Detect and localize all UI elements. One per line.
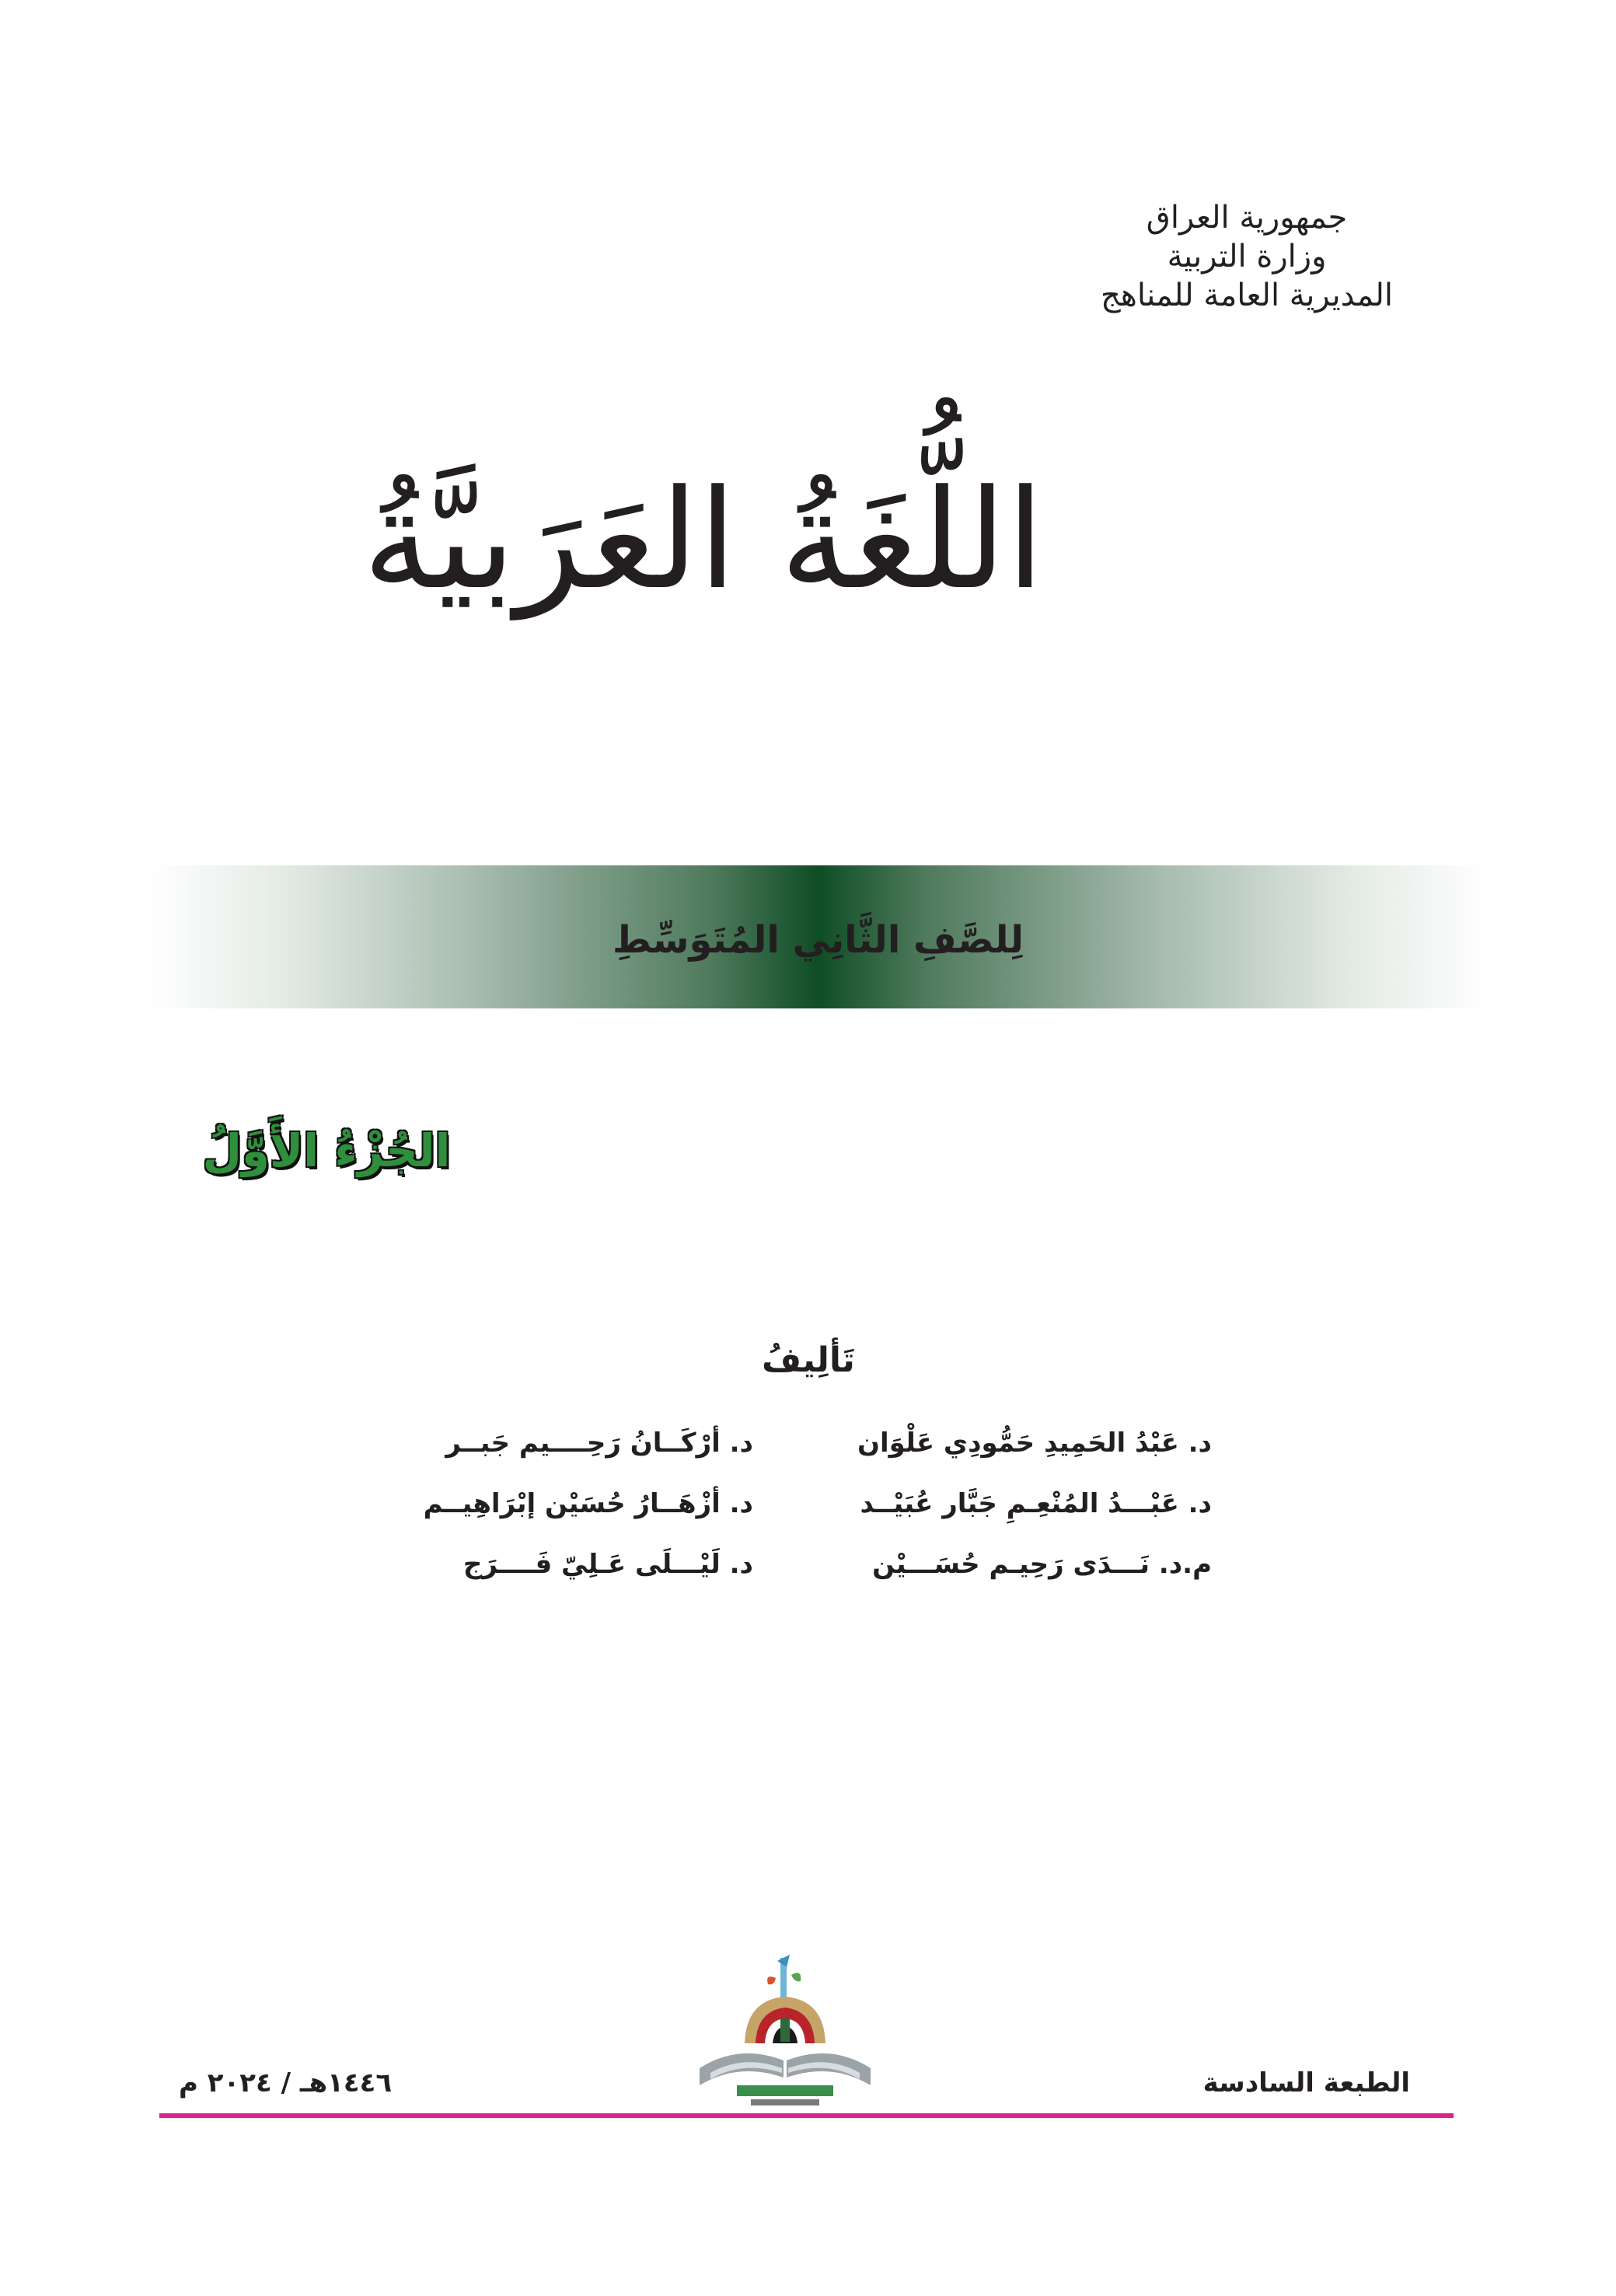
grade-label: لِلصَّفِ الثَّانِي المُتَوَسِّطِ <box>612 918 1024 962</box>
author-name: د. أرْكَــانُ رَحِــــيم جَبــر <box>445 1428 753 1459</box>
header-ministry: وزارة التربية <box>1167 239 1327 274</box>
header-republic: جمهورية العراق <box>1146 200 1348 236</box>
author-name: د. لَيْـــلَى عَـلِيّ فَــــرَج <box>462 1549 753 1580</box>
author-name: د. عَبْدُ الحَمِيدِ حَمُّودِي عَلْوَان <box>857 1428 1212 1459</box>
header-directorate: المديرية العامة للمناهج <box>1100 278 1393 313</box>
author-name: د. عَبْـــدُ المُنْعِـمِ جَبَّار عُبَيْــد <box>860 1488 1212 1519</box>
footer-rule <box>159 2113 1454 2118</box>
authorship-label: تَألِيفُ <box>762 1340 855 1380</box>
part-label: الجُزْءُ الأَوَّلُ <box>202 1124 451 1177</box>
publication-date: ١٤٤٦هـ / ٢٠٢٤ م <box>179 2067 393 2099</box>
ministry-emblem-icon <box>684 1952 886 2115</box>
author-name: د. أزْهَــارُ حُسَيْن إبْرَاهِيــم <box>423 1488 753 1519</box>
author-name: م.د. نَـــدَى رَحِيـم حُسَـــيْن <box>872 1549 1212 1580</box>
book-title: اللُّغَةُ العَرَبيَّةُ <box>362 460 1045 620</box>
grade-band <box>148 865 1489 1008</box>
edition-label: الطبعة السادسة <box>1202 2067 1410 2099</box>
issuer-header <box>998 198 1496 315</box>
